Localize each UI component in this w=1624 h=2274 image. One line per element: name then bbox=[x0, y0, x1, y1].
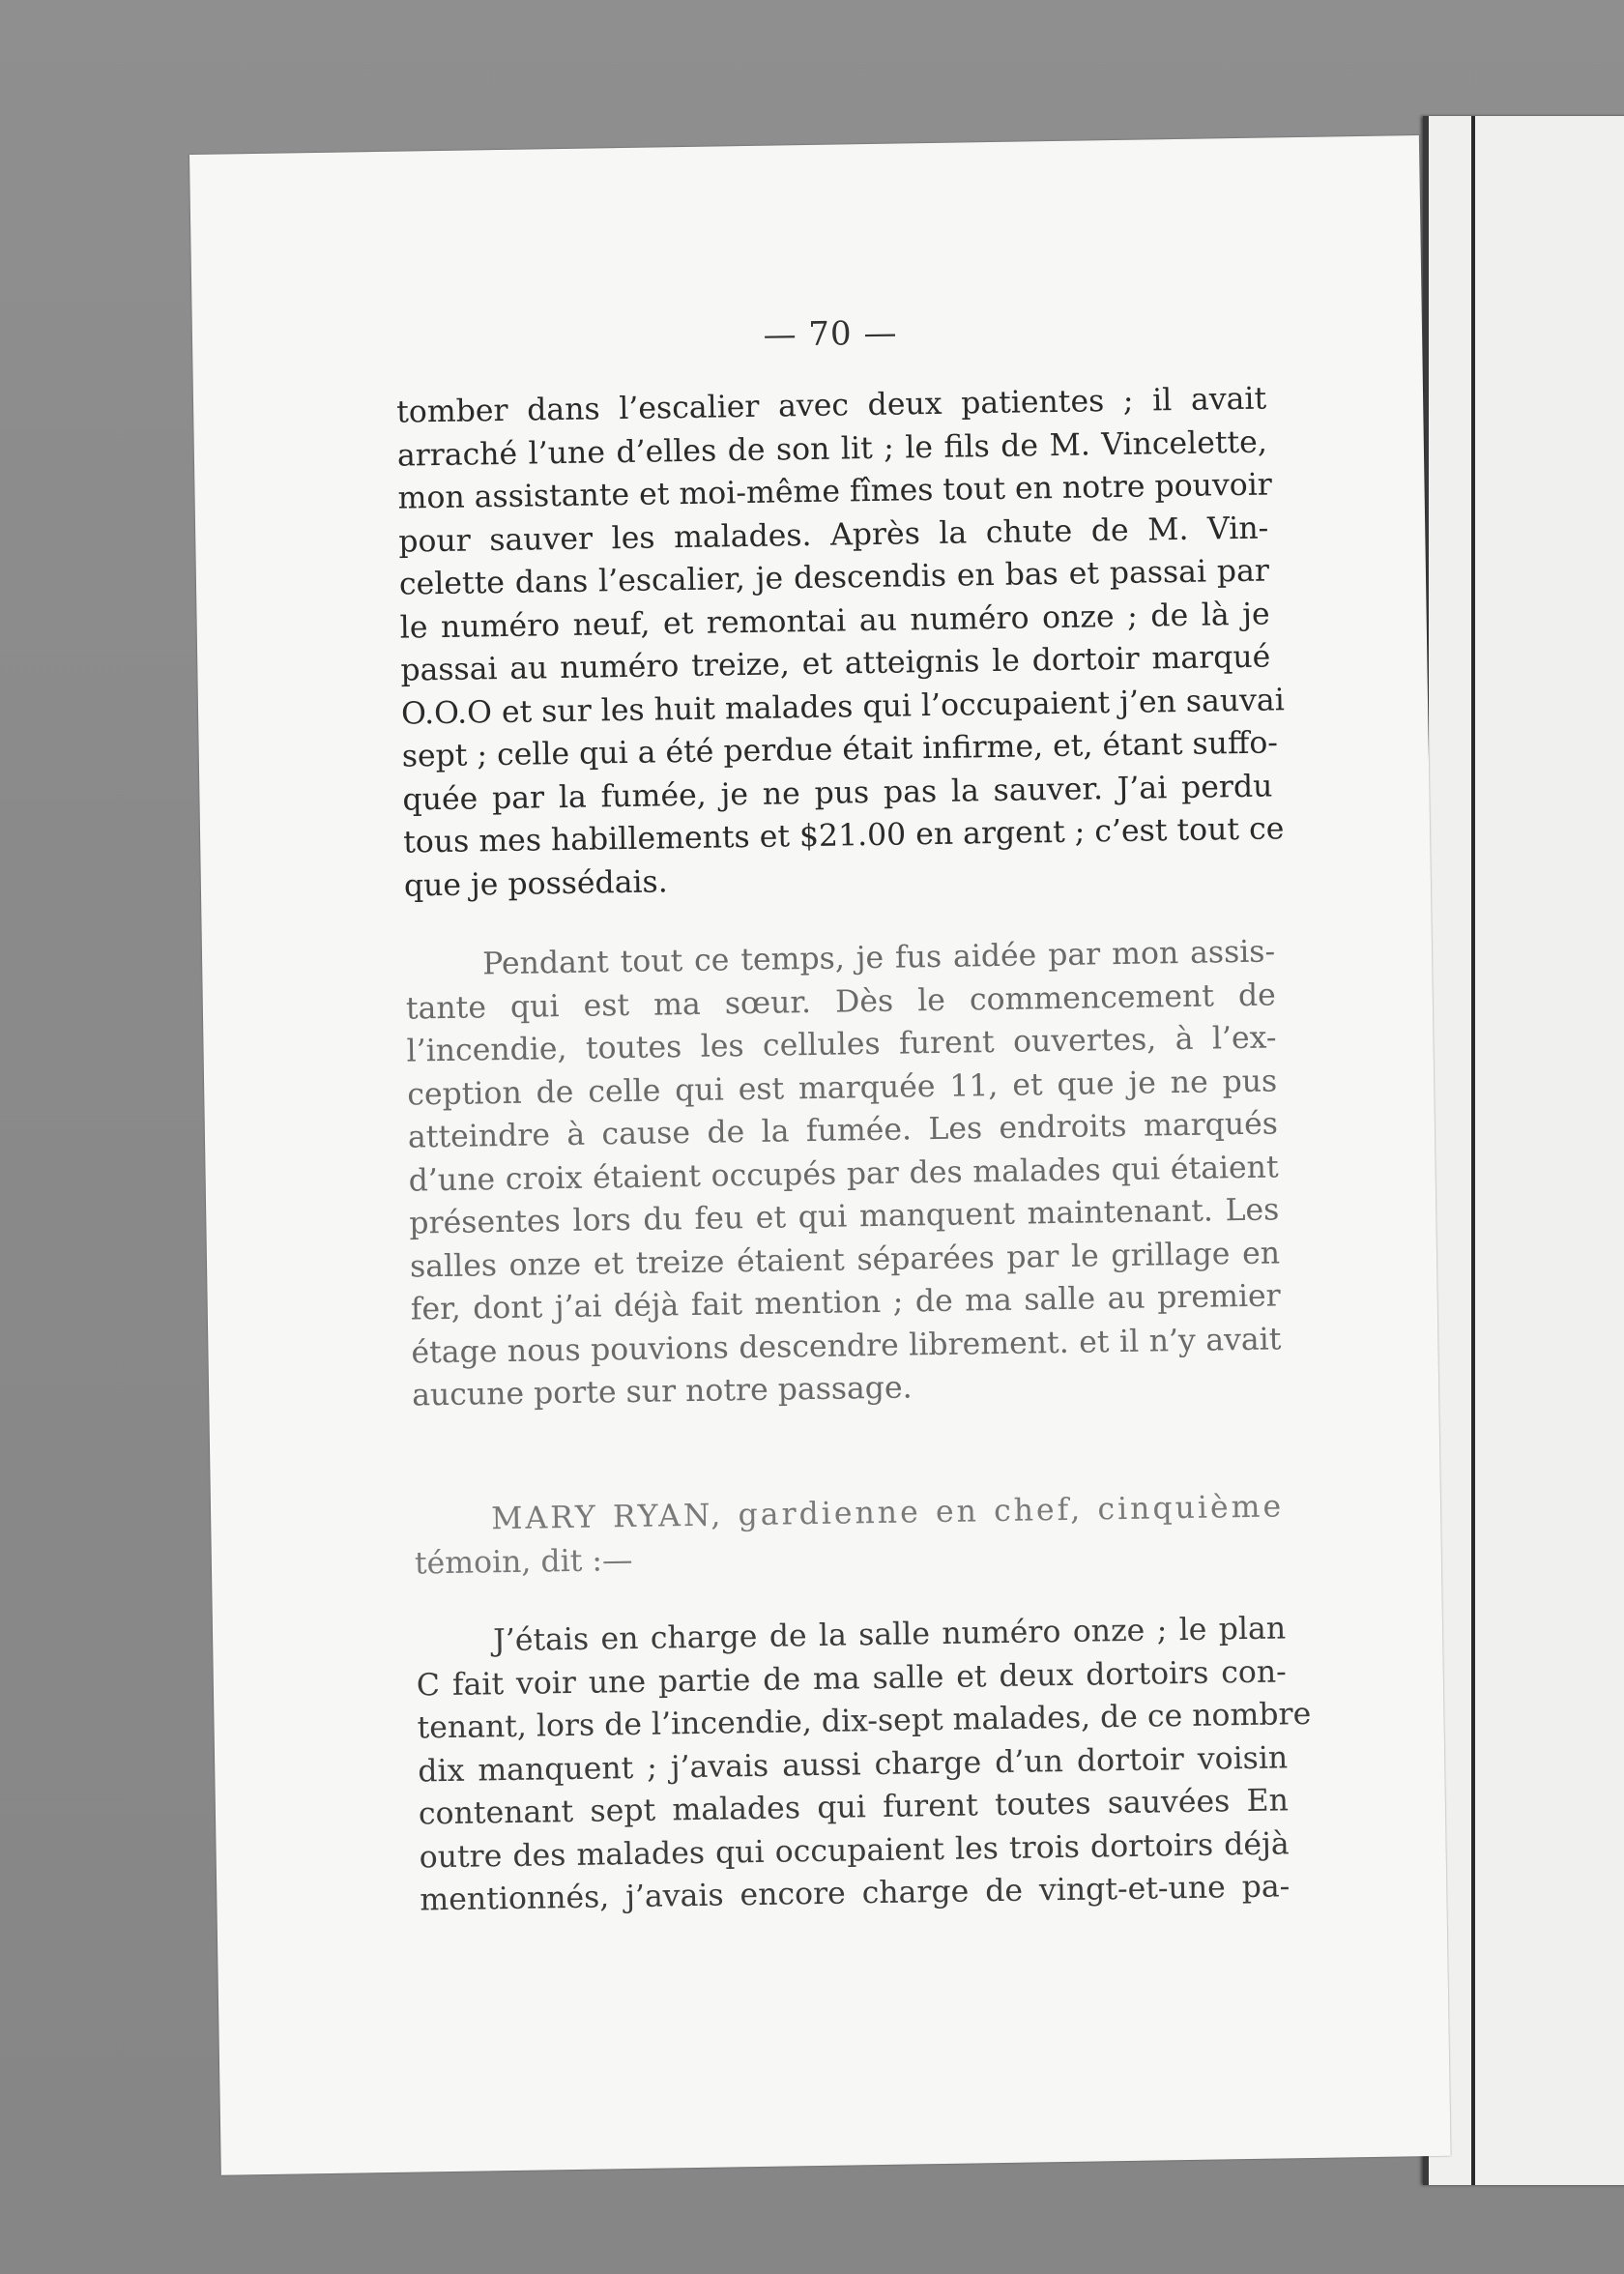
text-line: mon assistante et moi-même fîmes tout en notre pouvoir bbox=[397, 467, 1273, 516]
facing-page-edge bbox=[1423, 116, 1624, 2185]
text-line: l’incendie, toutes les cellules furent ouvertes, à l’ex- bbox=[406, 1020, 1277, 1069]
paragraph-testimony-continued bbox=[395, 378, 1286, 908]
text-line: tous mes habillements et $21.00 en argent ; c’est tout ce bbox=[402, 811, 1285, 860]
text-line: J’étais en charge de la salle numéro onze ; le plan bbox=[492, 1611, 1287, 1659]
page-number: — 70 — bbox=[763, 313, 898, 355]
text-line: O.O.O et sur les huit malades qui l’occupaient j’en sauvai bbox=[400, 682, 1286, 732]
text-line: C fait voir une partie de ma salle et deux dortoirs con- bbox=[416, 1653, 1288, 1704]
book-page bbox=[189, 135, 1451, 2175]
text-line: arraché l’une d’elles de son lit ; le fils de M. Vincelette, bbox=[396, 424, 1268, 474]
text-line: tante qui est ma sœur. Dès le commencement de bbox=[405, 977, 1277, 1027]
text-line: mentionnés, j’avais encore charge de vingt-et-une pa- bbox=[420, 1869, 1290, 1918]
text-line: tenant, lors de l’incendie, dix-sept malades, de ce nombre bbox=[417, 1696, 1312, 1746]
text-line: tomber dans l’escalier avec deux patientes ; il avait bbox=[395, 381, 1267, 430]
witness-intro-line: témoin, dit :— bbox=[414, 1542, 633, 1582]
text-line: aucune porte sur notre passage. bbox=[411, 1370, 913, 1414]
text-line: d’une croix étaient occupés par des malades qui étaient bbox=[408, 1149, 1279, 1199]
paragraph-assistant bbox=[405, 930, 1283, 1417]
text-line: le numéro neuf, et remontai au numéro onze ; de là je bbox=[399, 597, 1270, 646]
text-line: contenant sept malades qui furent toutes sauvées En bbox=[418, 1783, 1290, 1832]
text-line: passai au numéro treize, et atteignis le dortoir marqué bbox=[400, 639, 1271, 688]
book-gutter bbox=[1471, 116, 1475, 2185]
text-line: que je possédais. bbox=[403, 863, 668, 904]
text-line: présentes lors du feu et qui manquent maintenant. Les bbox=[409, 1192, 1280, 1241]
witness-intro-line: MARY RYAN, gardienne en chef, cinquième bbox=[490, 1489, 1285, 1537]
text-line: outre des malades qui occupaient les trois dortoirs déjà bbox=[419, 1825, 1290, 1875]
text-line: pour sauver les malades. Après la chute de M. Vin- bbox=[398, 510, 1269, 560]
text-line: celette dans l’escalier, je descendis en bas et passai par bbox=[398, 553, 1270, 602]
text-line: atteindre à cause de la fumée. Les endroits marqués bbox=[407, 1106, 1279, 1155]
witness-heading bbox=[414, 1485, 1285, 1585]
text-line: Pendant tout ce temps, je fus aidée par mon assis- bbox=[481, 934, 1276, 982]
text-line: sept ; celle qui a été perdue était infirme, et, étant suffo- bbox=[401, 725, 1279, 774]
text-line: quée par la fumée, je ne pus pas la sauver. J’ai perdu bbox=[402, 768, 1273, 818]
text-line: dix manquent ; j’avais aussi charge d’un dortoir voisin bbox=[418, 1739, 1289, 1789]
text-line: ception de celle qui est marquée 11, et que je ne pus bbox=[407, 1063, 1278, 1113]
text-line: étage nous pouvions descendre librement. et il n’y avait bbox=[411, 1321, 1282, 1371]
paragraph-mary-ryan-testimony bbox=[416, 1607, 1312, 1922]
text-line: fer, dont j’ai déjà fait mention ; de ma salle au premier bbox=[410, 1278, 1281, 1327]
text-line: salles onze et treize étaient séparées par le grillage en bbox=[409, 1235, 1281, 1285]
